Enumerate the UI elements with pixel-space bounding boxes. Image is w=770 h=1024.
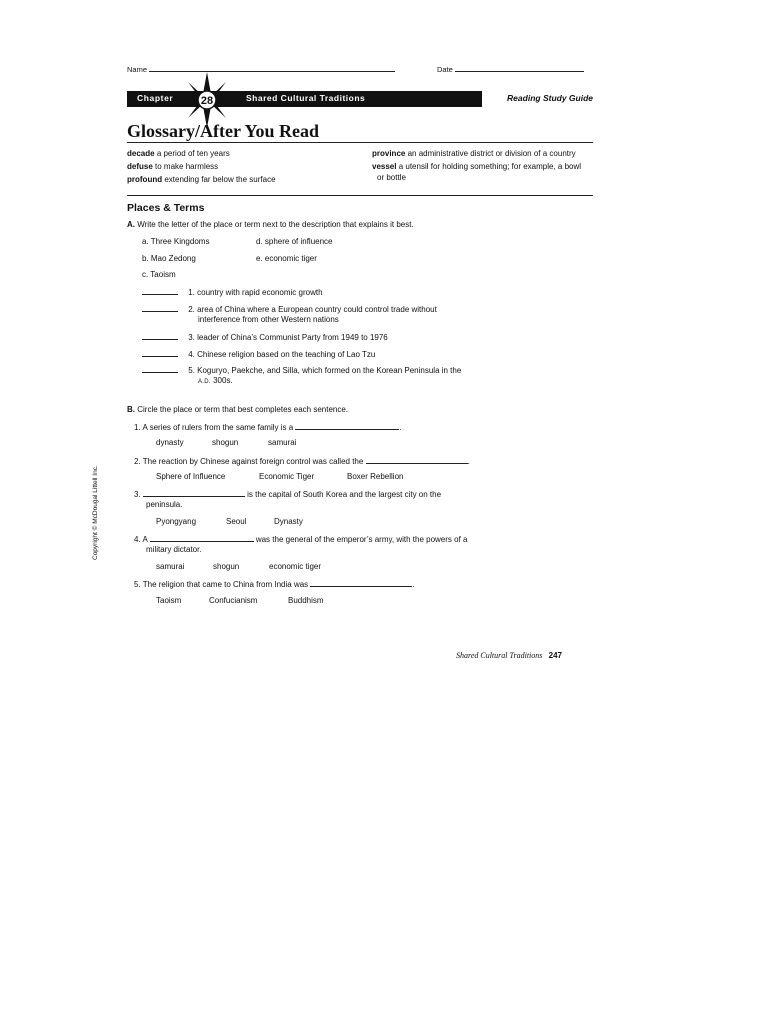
fill-blank[interactable] — [295, 421, 399, 430]
sentence-continued: military dictator. — [146, 545, 202, 554]
option-item[interactable]: Dynasty — [274, 517, 303, 526]
option-item[interactable]: samurai — [156, 562, 185, 571]
matching-item-continued: interference from other Western nations — [198, 315, 339, 324]
option-item[interactable]: Economic Tiger — [259, 472, 315, 481]
glossary-left-column — [127, 148, 367, 185]
choice-item: d. sphere of influence — [256, 237, 333, 246]
fill-blank[interactable] — [310, 578, 412, 587]
reading-study-guide-label: Reading Study Guide — [507, 93, 593, 103]
date-label: Date — [437, 65, 453, 74]
option-item[interactable]: Seoul — [226, 517, 247, 526]
option-item[interactable]: samurai — [268, 438, 297, 447]
choice-item: a. Three Kingdoms — [142, 237, 210, 246]
matching-item: 4. Chinese religion based on the teaching of Lao Tzu — [142, 348, 375, 360]
answer-blank[interactable] — [142, 286, 178, 295]
answer-blank[interactable] — [142, 348, 178, 357]
glossary-entry: province an administrative district or division of a country — [372, 149, 576, 158]
choice-item: b. Mao Zedong — [142, 254, 196, 263]
option-item[interactable]: Boxer Rebellion — [347, 472, 404, 481]
fill-blank[interactable] — [150, 533, 254, 542]
glossary-right-column — [372, 148, 594, 183]
name-line[interactable] — [149, 63, 395, 72]
matching-item-continued: A.D. 300s. — [198, 376, 233, 385]
places-terms-title: Places & Terms — [127, 202, 205, 214]
option-item[interactable]: economic tiger — [269, 562, 322, 571]
matching-item: 1. country with rapid economic growth — [142, 286, 323, 298]
part-b-instruction: B. Circle the place or term that best completes each sentence. — [127, 405, 349, 414]
sentence-item: 4. A was the general of the emperor’s army, with the powers of a — [134, 535, 468, 544]
name-label: Name — [127, 65, 148, 74]
matching-item: 5. Koguryo, Paekche, and Silla, which formed on the Korean Peninsula in the — [142, 364, 461, 376]
sentence-item: 5. The religion that came to China from India was . — [134, 580, 415, 589]
date-line[interactable] — [455, 63, 584, 72]
matching-item: 3. leader of China’s Communist Party from 1949 to 1976 — [142, 331, 388, 343]
fill-blank[interactable] — [143, 488, 245, 497]
answer-blank[interactable] — [142, 364, 178, 373]
part-a-instruction: A. Write the letter of the place or term next to the description that explains it best. — [127, 220, 414, 229]
choice-item: c. Taoism — [142, 270, 176, 279]
title-rule — [127, 142, 593, 143]
option-item[interactable]: Taoism — [156, 596, 182, 605]
footer-title: Shared Cultural Traditions — [456, 651, 543, 660]
compass-star-icon — [176, 72, 238, 128]
date-field — [437, 63, 584, 74]
sentence-item: 1. A series of rulers from the same family is a . — [134, 423, 402, 432]
section-rule — [127, 195, 593, 196]
glossary-entry: defuse to make harmless — [127, 162, 219, 171]
glossary-entry: profound extending far below the surface — [127, 175, 276, 184]
sentence-item: 2. The reaction by Chinese against foreign control was called the . — [134, 457, 470, 466]
answer-blank[interactable] — [142, 303, 178, 312]
chapter-label: Chapter — [137, 93, 174, 103]
chapter-number: 28 — [200, 95, 214, 107]
option-item[interactable]: dynasty — [156, 438, 184, 447]
option-item[interactable]: Pyongyang — [156, 517, 197, 526]
fill-blank[interactable] — [366, 455, 468, 464]
page-number: 247 — [548, 651, 562, 660]
glossary-entry: decade a period of ten years — [127, 149, 230, 158]
sentence-item: 3. is the capital of South Korea and the largest city on the — [134, 490, 442, 499]
answer-blank[interactable] — [142, 331, 178, 340]
glossary-entry-continued: or bottle — [377, 173, 406, 182]
option-item[interactable]: shogun — [213, 562, 240, 571]
option-item[interactable]: Buddhism — [288, 596, 324, 605]
choice-item: e. economic tiger — [256, 254, 317, 263]
chapter-title: Shared Cultural Traditions — [246, 93, 366, 103]
glossary-title: Glossary/After You Read — [127, 121, 319, 141]
page-footer — [456, 651, 562, 660]
matching-item: 2. area of China where a European country could control trade without — [142, 303, 437, 315]
option-item[interactable]: Confucianism — [209, 596, 258, 605]
sentence-continued: peninsula. — [146, 500, 183, 509]
copyright-notice: Copyright © McDougal Littell Inc. — [92, 465, 99, 560]
option-item[interactable]: shogun — [212, 438, 239, 447]
glossary-entry: vessel a utensil for holding something; for example, a bowl — [372, 162, 582, 171]
option-item[interactable]: Sphere of Influence — [156, 472, 226, 481]
name-field — [127, 63, 395, 74]
